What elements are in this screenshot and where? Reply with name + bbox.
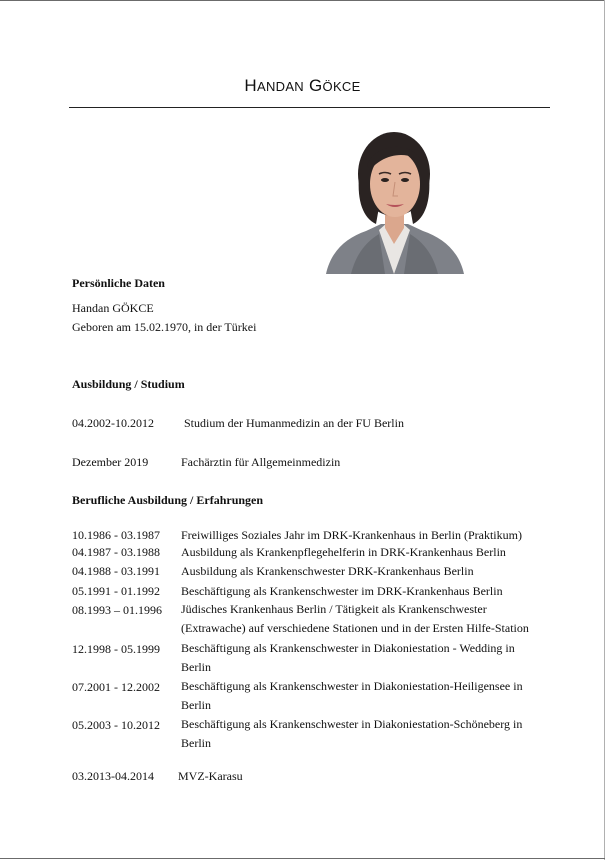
experience-date: 08.1993 – 01.1996	[72, 603, 162, 617]
experience-date: 10.1986 - 03.1987	[72, 528, 160, 542]
education-heading: Ausbildung / Studium	[72, 377, 185, 391]
personal-name: Handan GÖKCE	[72, 301, 154, 315]
personal-heading: Persönliche Daten	[72, 276, 165, 290]
experience-date: 12.1998 - 05.1999	[72, 642, 160, 656]
title-first-name: HANDAN	[244, 76, 304, 95]
title-rule	[69, 107, 550, 108]
experience-text: Freiwilliges Soziales Jahr im DRK-Krankenhaus in Berlin (Praktikum)	[181, 528, 522, 542]
experience-text: Beschäftigung als Krankenschwester in Diakoniestation - Wedding in Berlin	[181, 641, 515, 674]
title-last-name: GÖKCE	[309, 76, 361, 95]
experience-date: 03.2013-04.2014	[72, 769, 154, 783]
experience-text: Jüdisches Krankenhaus Berlin / Tätigkeit als Krankenschwester (Extrawache) auf verschiedene Stationen und in der Ersten Hilfe-Station	[181, 602, 529, 635]
experience-date: 05.1991 - 01.1992	[72, 584, 160, 598]
experience-text: Beschäftigung als Krankenschwester in Diakoniestation-Heiligensee in Berlin	[181, 679, 523, 712]
experience-date: 04.1987 - 03.1988	[72, 545, 160, 559]
portrait-photo	[321, 126, 468, 274]
experience-text: MVZ-Karasu	[178, 769, 243, 783]
experience-date: 07.2001 - 12.2002	[72, 680, 160, 694]
experience-date: 05.2003 - 10.2012	[72, 718, 160, 732]
page-border-bottom	[0, 858, 605, 859]
personal-birth: Geboren am 15.02.1970, in der Türkei	[72, 320, 257, 334]
education-text: Studium der Humanmedizin an der FU Berlin	[184, 416, 404, 430]
education-date: 04.2002-10.2012	[72, 416, 154, 430]
experience-date: 04.1988 - 03.1991	[72, 564, 160, 578]
document-title	[0, 76, 605, 96]
education-text: Fachärztin für Allgemeinmedizin	[181, 455, 341, 469]
education-date: Dezember 2019	[72, 455, 149, 469]
experience-text: Beschäftigung als Krankenschwester in Diakoniestation-Schöneberg in Berlin	[181, 717, 523, 750]
experience-heading: Berufliche Ausbildung / Erfahrungen	[72, 493, 264, 507]
page-border-top	[0, 0, 605, 1]
experience-text: Ausbildung als Krankenschwester DRK-Krankenhaus Berlin	[181, 564, 474, 578]
experience-text: Beschäftigung als Krankenschwester im DRK-Krankenhaus Berlin	[181, 584, 503, 598]
experience-text: Ausbildung als Krankenpflegehelferin in DRK-Krankenhaus Berlin	[181, 545, 506, 559]
